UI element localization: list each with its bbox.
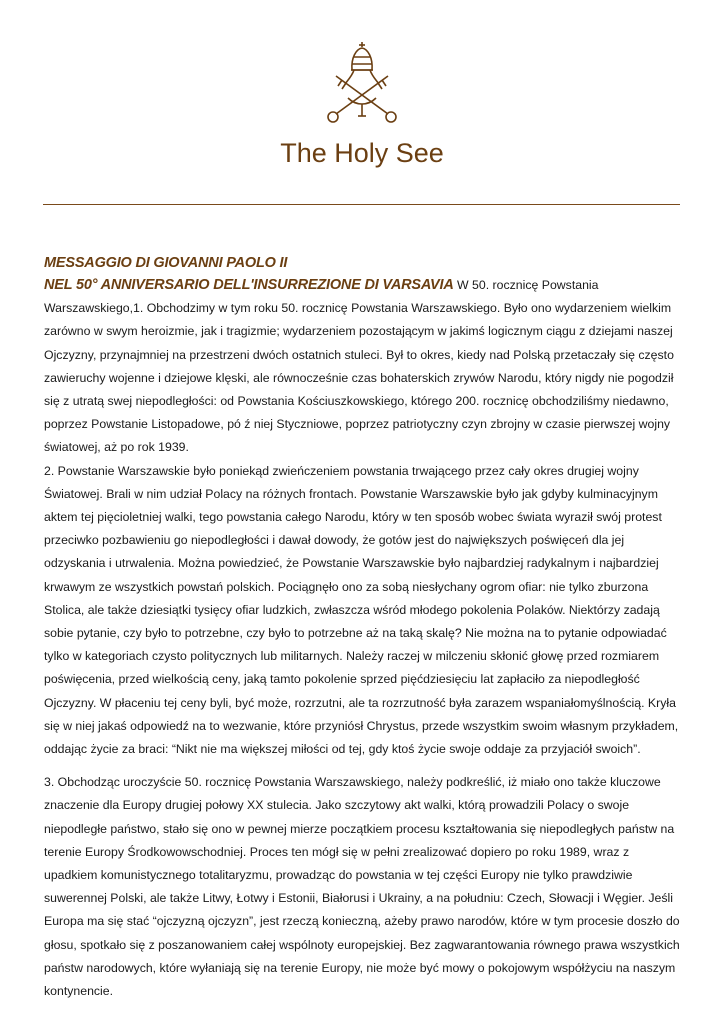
paragraph-2: 2. Powstanie Warszawskie było poniekąd zwieńczeniem powstania trwającego przez cały okres drugiej wojny Światowej. Brali w nim udział Polacy na różnych frontach. Powstanie Warszawskie było jak gdyby kulminacyjnym aktem tej pięcioletniej walki, tego powstania całego Narodu, który w ten sposób wobec świata wyraził swój protest przeciwko pozbawieniu go niepodległości i dawał dowody, że gotów jest do największych poświęceń dla jej odzyskania i utrwalenia. Można powiedzieć, że Powstanie Warszawskie było najbardziej radykalnym i najbardziej krwawym ze wszystkich powstań polskich. Pociągnęło ono za sobą niesłychany ogrom ofiar: nie tylko zburzona Stolica, ale także dziesiątki tysięcy ofiar ludzkich, zwłaszcza wśród młodego pokolenia Polaków. Niektórzy zadają sobie pytanie, czy było to potrzebne, czy było to potrzebne aż na taką skalę? Nie można na to pytanie odpowiadać tylko w kategoriach czysto politycznych lub militarnych. Należy raczej w milczeniu skłonić głowę przed rozmiarem poświęcenia, przed wielkością ceny, jaką tamto pokolenie sprzed pięćdziesięciu lat zapłaciło za niepodległość Ojczyzny. W płaceniu tej ceny byli, być może, rozrzutni, ale ta rozrzutność była zarazem wspaniałomyślnością. Kryła się w niej jakaś odpowiedź na to wezwanie, które przyniósł Chrystus, przede wszystkim swoim własnym przykładem, oddając życie za braci: “Nikt nie ma większej miłości od tej, gdy ktoś życie swoje oddaje za przyjaciół swoich”. xyxy=(44,463,679,757)
site-title: The Holy See xyxy=(280,138,444,168)
document-title-line1: MESSAGGIO DI GIOVANNI PAOLO II xyxy=(44,255,288,271)
papal-keys-tiara-emblem-icon xyxy=(318,40,406,124)
document-title-line2: NEL 50° ANNIVERSARIO DELL'INSURREZIONE DI VARSAVIA xyxy=(44,277,454,293)
paragraph-3: 3. Obchodząc uroczyście 50. rocznicę Powstania Warszawskiego, należy podkreślić, iż miało ono także kluczowe znaczenie dla Europy drugiej połowy XX stulecia. Jako szczytowy akt walki, którą prowadzili Polacy o swoje niepodległe państwo, stało się ono w pewnej mierze początkiem procesu kształtowania się niepodległych państw na terenie Europy Środkowowschodniej. Proces ten mógł się w pełni zrealizować dopiero po roku 1989, wraz z upadkiem komunistycznego totalitaryzmu, prowadząc do powstania w tej części Europy nie tylko prawdziwie suwerennej Polski, ale także Litwy, Łotwy i Estonii, Białorusi i Ukrainy, a na południu: Czech, Słowacji i Węgier. Jeśli Europa ma się stać “ojczyzną ojczyzn”, jest rzeczą konieczną, ażeby prawo narodów, które w tym procesie doszło do głosu, spotkało się z poszanowaniem całej wspólnoty europejskiej. Bez zagwarantowania równego prawa wszystkich państw narodowych, które wyłaniają się na terenie Europy, nie może być mowy o pokojowym współżyciu na naszym kontynencie. xyxy=(44,775,680,999)
paragraph-1-text: W 50. rocznicę Powstania Warszawskiego,1. Obchodzimy w tym roku 50. rocznicę Powstania Warszawskiego. Było ono wydarzeniem wielkim zarówno w swym heroizmie, jak i tragizmie; wydarzeniem pozostającym w jakimś logicznym ciągu z dziejami naszej Ojczyzny, przynajmniej na przestrzeni dwóch ostatnich stuleci. Był to okres, kiedy nad Polską przetaczały się często zawieruchy wojenne i dziejowe klęski, ale równocześnie czas bohaterskich zrywów Narodu, który nigdy nie pogodził się z utratą swej niepodległości: od Powstania Kościuszkowskiego, którego 200. rocznicę obchodziliśmy niedawno, poprzez Powstanie Listopadowe, pó ź niej Styczniowe, poprzez patriotyczny czyn zbrojny w czasie pierwszej wojny światowej, aż po rok 1939. xyxy=(44,278,674,455)
paragraph-gap xyxy=(44,761,682,771)
paragraph-1 xyxy=(44,274,682,460)
page-header xyxy=(0,0,724,210)
document-body xyxy=(44,252,682,1003)
header-divider xyxy=(43,204,680,205)
